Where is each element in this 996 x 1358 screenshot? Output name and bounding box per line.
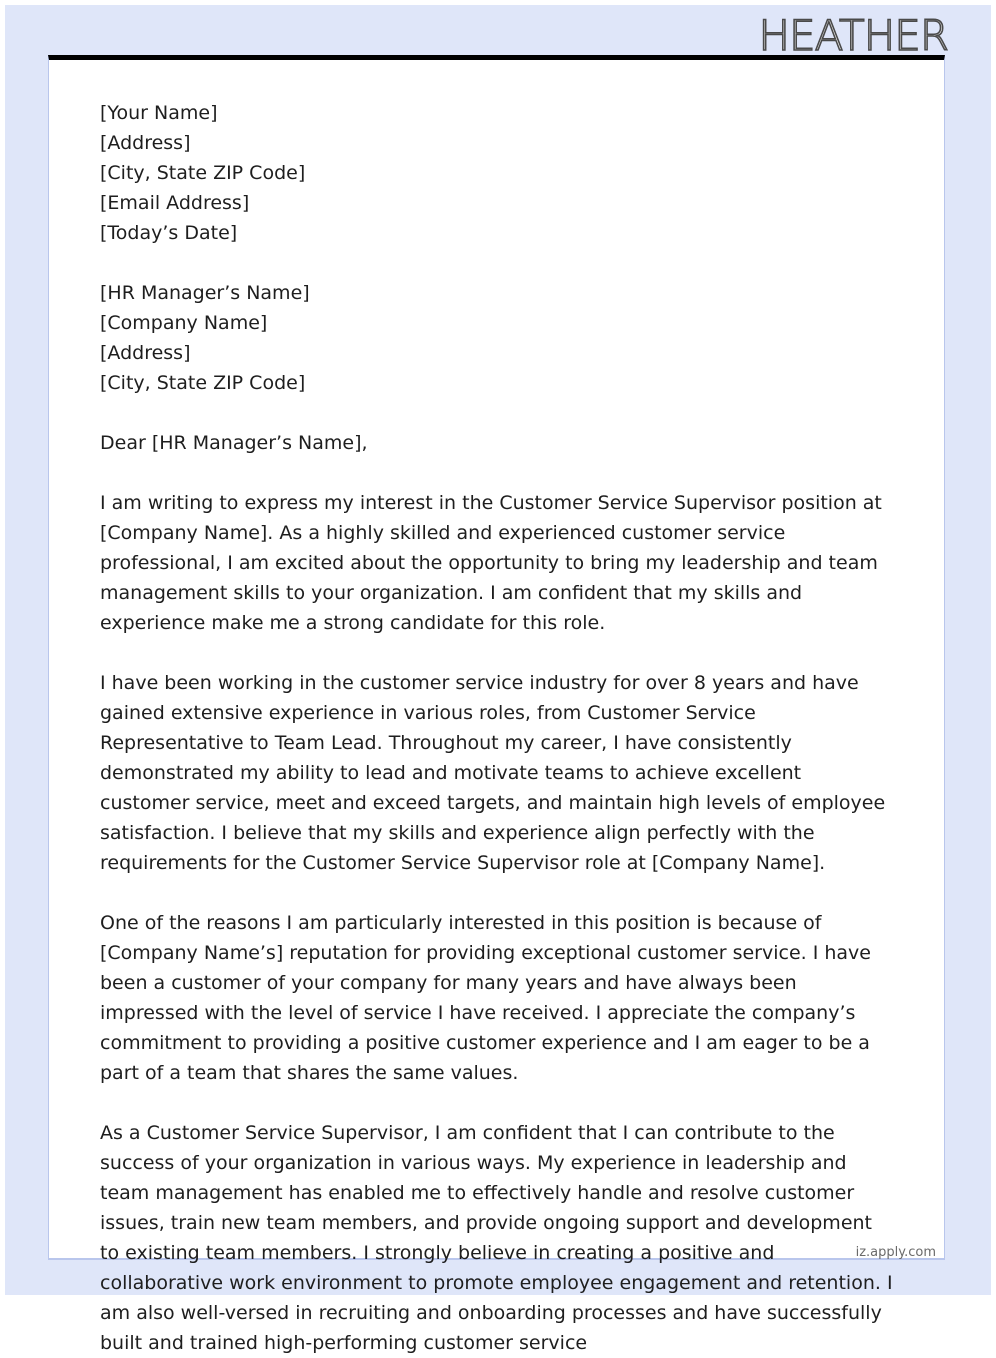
cover-letter-body	[100, 98, 895, 1354]
sender-block	[100, 98, 895, 248]
salutation: Dear [HR Manager’s Name],	[100, 432, 368, 454]
sender-city: [City, State ZIP Code]	[100, 162, 306, 184]
recipient-address: [Address]	[100, 342, 191, 364]
paragraph-contribution: As a Customer Service Supervisor, I am confident that I can contribute to the success of your organization in various ways. My experience in leadership and team management has enabled me to effectively handle and resolve customer issues, train new team members, and provide ongoing support and development to existing team members. I strongly believe in creating a positive and collaborative work environment to promote employee engagement and retention. I am also well-versed in recruiting and onboarding processes and have successfully built and trained high-performing customer service	[100, 1122, 893, 1354]
paragraph-motivation: One of the reasons I am particularly interested in this position is because of [Company Name’s] reputation for providing exceptional customer service. I have been a customer of your company for many years and have always been impressed with the level of service I have received. I appreciate the company’s commitment to providing a positive customer experience and I am eager to be a part of a team that shares the same values.	[100, 912, 871, 1084]
recipient-city: [City, State ZIP Code]	[100, 372, 306, 394]
sender-address: [Address]	[100, 132, 191, 154]
sender-email: [Email Address]	[100, 192, 250, 214]
recipient-name: [HR Manager’s Name]	[100, 282, 310, 304]
recipient-company: [Company Name]	[100, 312, 268, 334]
brand-logo: HEATHER	[758, 11, 948, 60]
paragraph-intro: I am writing to express my interest in the Customer Service Supervisor position at [Company Name]. As a highly skilled and experienced customer service professional, I am excited about the opportunity to bring my leadership and team management skills to your organization. I am confident that my skills and experience make me a strong candidate for this role.	[100, 492, 882, 634]
paragraph-experience: I have been working in the customer service industry for over 8 years and have gained extensive experience in various roles, from Customer Service Representative to Team Lead. Throughout my career, I have consistently demonstrated my ability to lead and motivate teams to achieve excellent customer service, meet and exceed targets, and maintain high levels of employee satisfaction. I believe that my skills and experience align perfectly with the requirements for the Customer Service Supervisor role at [Company Name].	[100, 672, 886, 874]
sender-date: [Today’s Date]	[100, 222, 238, 244]
sender-name: [Your Name]	[100, 102, 218, 124]
watermark-text: iz.apply.com	[855, 1245, 936, 1260]
recipient-block	[100, 278, 895, 398]
